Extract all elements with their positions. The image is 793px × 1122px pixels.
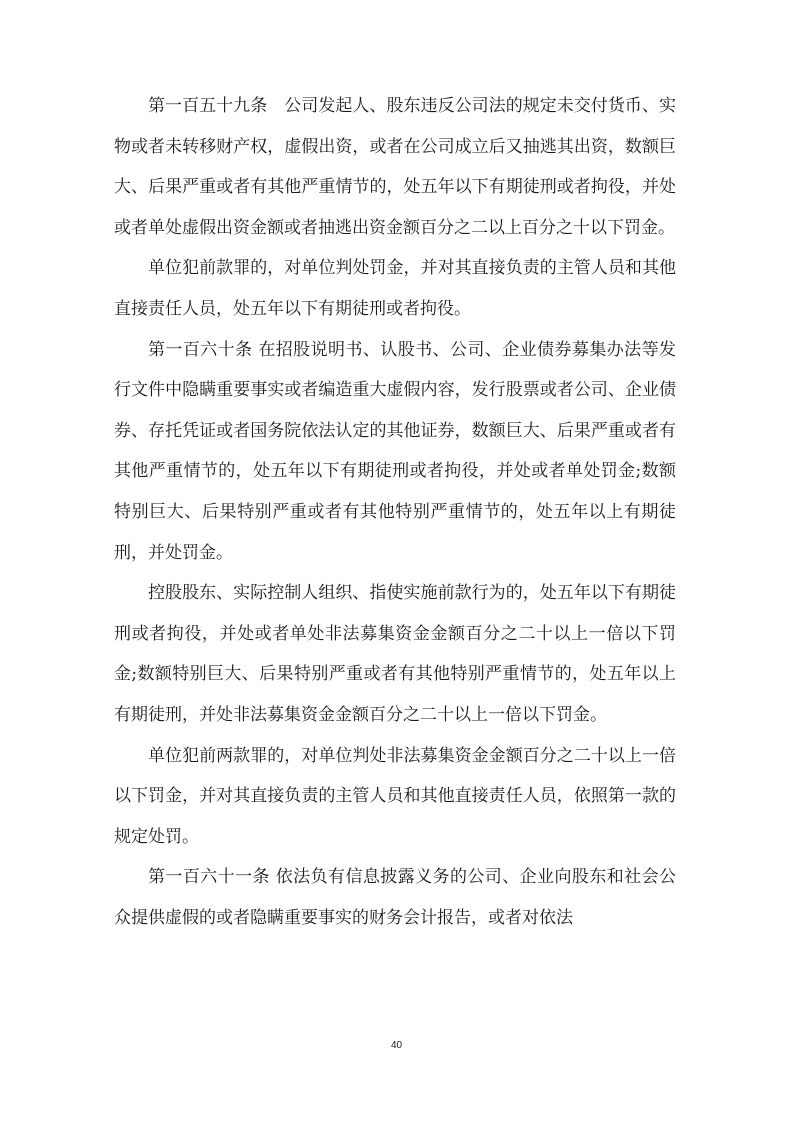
paragraph-unit-offense-159: 单位犯前款罪的，对单位判处罚金，并对其直接负责的主管人员和其他直接责任人员，处五年以下有期徒刑或者拘役。 bbox=[114, 258, 676, 319]
document-body bbox=[114, 86, 676, 938]
paragraph-article-159: 第一百五十九条 公司发起人、股东违反公司法的规定未交付货币、实物或者未转移财产权，虚假出资，或者在公司成立后又抽逃其出资，数额巨大、后果严重或者有其他严重情节的，处五年以下有期徒刑或者拘役，并处或者单处虚假出资金额或者抽逃出资金额百分之二以上百分之十以下罚金。 bbox=[114, 96, 676, 238]
paragraph-unit-offense-160: 单位犯前两款罪的，对单位判处非法募集资金金额百分之二十以上一倍以下罚金，并对其直接负责的主管人员和其他直接责任人员，依照第一款的规定处罚。 bbox=[114, 745, 676, 847]
paragraph-article-160: 第一百六十条 在招股说明书、认股书、公司、企业债券募集办法等发行文件中隐瞒重要事实或者编造重大虚假内容，发行股票或者公司、企业债券、存托凭证或者国务院依法认定的其他证券，数额巨大、后果严重或者有其他严重情节的，处五年以下有期徒刑或者拘役，并处或者单处罚金;数额特别巨大、后果特别严重或者有其他特别严重情节的，处五年以上有期徒刑，并处罚金。 bbox=[114, 339, 676, 563]
page-number: 40 bbox=[390, 1040, 403, 1051]
paragraph-controlling-shareholder: 控股股东、实际控制人组织、指使实施前款行为的，处五年以下有期徒刑或者拘役，并处或者单处非法募集资金金额百分之二十以上一倍以下罚金;数额特别巨大、后果特别严重或者有其他特别严重情节的，处五年以上有期徒刑，并处非法募集资金金额百分之二十以上一倍以下罚金。 bbox=[114, 583, 676, 725]
paragraph-article-161: 第一百六十一条 依法负有信息披露义务的公司、企业向股东和社会公众提供虚假的或者隐瞒重要事实的财务会计报告，或者对依法 bbox=[114, 867, 676, 928]
